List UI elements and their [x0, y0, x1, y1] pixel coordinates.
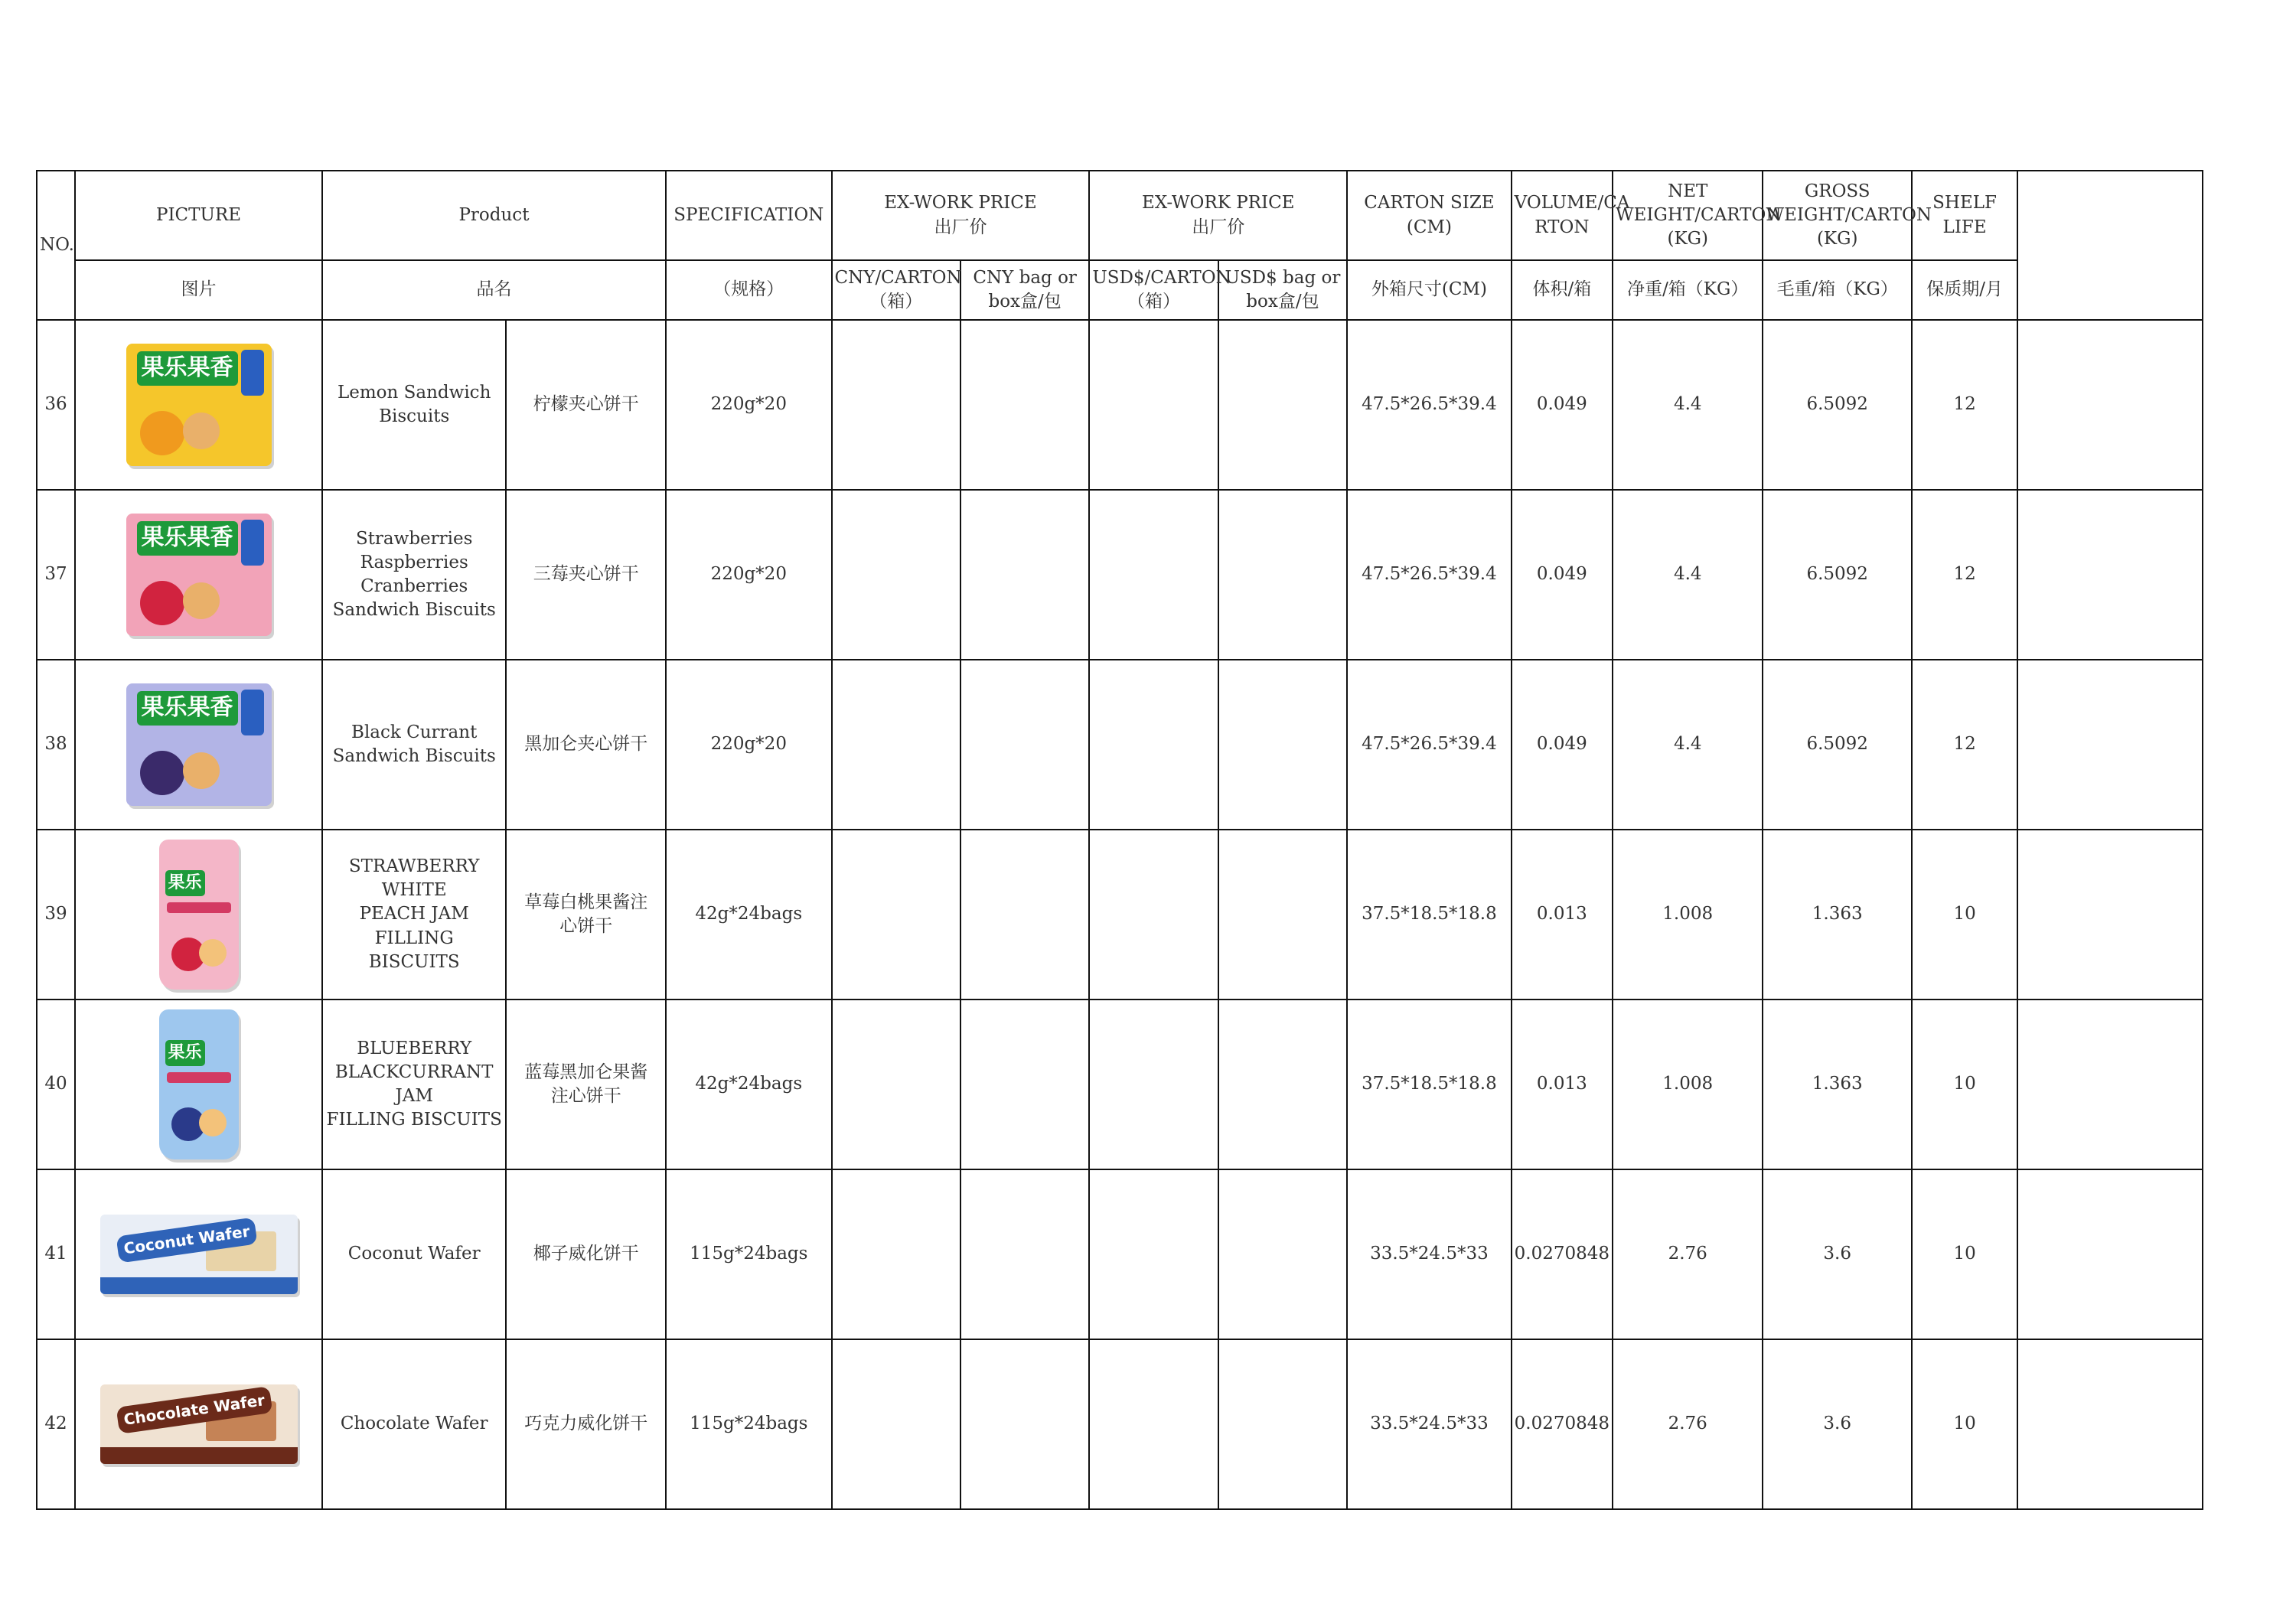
header-no: NO. [37, 171, 75, 320]
shelf-life: 12 [1912, 490, 2017, 660]
product-picture [75, 1000, 322, 1169]
table-row [37, 830, 2203, 1000]
header-gross-weight-cn: 毛重/箱（KG） [1763, 260, 1911, 320]
shelf-life: 12 [1912, 660, 2017, 830]
usd-carton-price [1089, 660, 1218, 830]
cny-bag-price [960, 320, 1089, 490]
header-carton-size-cn: 外箱尺寸(CM) [1347, 260, 1512, 320]
row-no: 41 [37, 1169, 75, 1339]
product-name-cn: 蓝莓黑加仑果酱 注心饼干 [506, 1000, 666, 1169]
product-picture [75, 490, 322, 660]
product-name-en: STRAWBERRY WHITE PEACH JAM FILLING BISCUITS [322, 830, 507, 1000]
product-name-en: Coconut Wafer [322, 1169, 507, 1339]
usd-bag-price [1218, 1000, 1347, 1169]
specification: 220g*20 [666, 660, 832, 830]
header-volume-cn: 体积/箱 [1512, 260, 1613, 320]
header-exwork-cny: EX-WORK PRICE 出厂价 [832, 171, 1090, 260]
net-weight: 2.76 [1613, 1339, 1763, 1509]
header-shelf-life-cn: 保质期/月 [1912, 260, 2017, 320]
header-blank [2017, 171, 2203, 320]
cny-carton-price [832, 660, 960, 830]
table-row [37, 1169, 2203, 1339]
specification: 220g*20 [666, 320, 832, 490]
net-weight: 4.4 [1613, 660, 1763, 830]
table-row [37, 1339, 2203, 1509]
gross-weight: 6.5092 [1763, 660, 1911, 830]
gross-weight: 6.5092 [1763, 490, 1911, 660]
volume: 0.013 [1512, 830, 1613, 1000]
header-row-1 [37, 171, 2203, 260]
usd-carton-price [1089, 320, 1218, 490]
usd-carton-price [1089, 1339, 1218, 1509]
row-no: 42 [37, 1339, 75, 1509]
volume: 0.0270848 [1512, 1339, 1613, 1509]
blank-cell [2017, 1000, 2203, 1169]
product-name-en: Lemon Sandwich Biscuits [322, 320, 507, 490]
header-picture: PICTURE [75, 171, 322, 260]
usd-carton-price [1089, 490, 1218, 660]
header-product-cn: 品名 [322, 260, 666, 320]
product-picture [75, 830, 322, 1000]
gross-weight: 3.6 [1763, 1169, 1911, 1339]
product-picture [75, 660, 322, 830]
product-name-cn: 椰子威化饼干 [506, 1169, 666, 1339]
usd-bag-price [1218, 1169, 1347, 1339]
blank-cell [2017, 490, 2203, 660]
volume: 0.049 [1512, 660, 1613, 830]
usd-bag-price [1218, 830, 1347, 1000]
blank-cell [2017, 660, 2203, 830]
header-net-weight: NET WEIGHT/CARTON (KG) [1613, 171, 1763, 260]
header-net-weight-cn: 净重/箱（KG） [1613, 260, 1763, 320]
header-volume: VOLUME/CA RTON [1512, 171, 1613, 260]
product-picture [75, 1169, 322, 1339]
cny-carton-price [832, 1169, 960, 1339]
header-product: Product [322, 171, 666, 260]
carton-size: 47.5*26.5*39.4 [1347, 660, 1512, 830]
volume: 0.049 [1512, 490, 1613, 660]
carton-size: 37.5*18.5*18.8 [1347, 830, 1512, 1000]
row-no: 37 [37, 490, 75, 660]
header-cny-carton: CNY/CARTON （箱） [832, 260, 960, 320]
carton-size: 37.5*18.5*18.8 [1347, 1000, 1512, 1169]
product-name-cn: 柠檬夹心饼干 [506, 320, 666, 490]
header-specification-cn: （规格） [666, 260, 832, 320]
net-weight: 4.4 [1613, 490, 1763, 660]
coconut-wafer-icon [78, 1215, 319, 1294]
specification: 42g*24bags [666, 1000, 832, 1169]
usd-carton-price [1089, 1169, 1218, 1339]
row-no: 40 [37, 1000, 75, 1169]
table-row [37, 660, 2203, 830]
shelf-life: 10 [1912, 1169, 2017, 1339]
cny-carton-price [832, 490, 960, 660]
shelf-life: 10 [1912, 830, 2017, 1000]
volume: 0.013 [1512, 1000, 1613, 1169]
shelf-life: 10 [1912, 1000, 2017, 1169]
row-no: 36 [37, 320, 75, 490]
cny-bag-price [960, 1000, 1089, 1169]
header-exwork-usd: EX-WORK PRICE 出厂价 [1089, 171, 1347, 260]
lemon-box-icon: 果乐果香 [78, 344, 319, 466]
net-weight: 1.008 [1613, 1000, 1763, 1169]
volume: 0.0270848 [1512, 1169, 1613, 1339]
header-usd-bag: USD$ bag or box盒/包 [1218, 260, 1347, 320]
package-logo: Coconut Wafer [116, 1218, 257, 1264]
usd-bag-price [1218, 660, 1347, 830]
header-picture-cn: 图片 [75, 260, 322, 320]
header-carton-size: CARTON SIZE (CM) [1347, 171, 1512, 260]
carton-size: 47.5*26.5*39.4 [1347, 320, 1512, 490]
header-row-2 [37, 260, 2203, 320]
chocolate-wafer-icon [78, 1384, 319, 1464]
cny-carton-price [832, 320, 960, 490]
gross-weight: 6.5092 [1763, 320, 1911, 490]
blackcurrant-box-icon: 果乐果香 [78, 683, 319, 806]
usd-carton-price [1089, 830, 1218, 1000]
specification: 115g*24bags [666, 1339, 832, 1509]
table-row [37, 1000, 2203, 1169]
product-name-en: Black Currant Sandwich Biscuits [322, 660, 507, 830]
specification: 115g*24bags [666, 1169, 832, 1339]
usd-bag-price [1218, 1339, 1347, 1509]
product-name-cn: 巧克力威化饼干 [506, 1339, 666, 1509]
product-name-en: Strawberries Raspberries Cranberries Sandwich Biscuits [322, 490, 507, 660]
gross-weight: 1.363 [1763, 1000, 1911, 1169]
blank-cell [2017, 1339, 2203, 1509]
volume: 0.049 [1512, 320, 1613, 490]
cny-bag-price [960, 830, 1089, 1000]
product-name-cn: 三莓夹心饼干 [506, 490, 666, 660]
net-weight: 4.4 [1613, 320, 1763, 490]
blank-cell [2017, 1169, 2203, 1339]
header-specification: SPECIFICATION [666, 171, 832, 260]
cny-bag-price [960, 1169, 1089, 1339]
header-gross-weight: GROSS WEIGHT/CARTON (KG) [1763, 171, 1911, 260]
header-shelf-life: SHELF LIFE [1912, 171, 2017, 260]
usd-carton-price [1089, 1000, 1218, 1169]
carton-size: 47.5*26.5*39.4 [1347, 490, 1512, 660]
gross-weight: 1.363 [1763, 830, 1911, 1000]
row-no: 38 [37, 660, 75, 830]
product-price-table [36, 170, 2203, 1510]
blank-cell [2017, 320, 2203, 490]
cny-bag-price [960, 490, 1089, 660]
cny-bag-price [960, 1339, 1089, 1509]
strawberry-bag-icon: 果乐 [78, 840, 319, 990]
specification: 42g*24bags [666, 830, 832, 1000]
header-usd-carton: USD$/CARTON （箱） [1089, 260, 1218, 320]
cny-carton-price [832, 1339, 960, 1509]
package-logo: Chocolate Wafer [116, 1386, 272, 1434]
shelf-life: 10 [1912, 1339, 2017, 1509]
row-no: 39 [37, 830, 75, 1000]
carton-size: 33.5*24.5*33 [1347, 1339, 1512, 1509]
gross-weight: 3.6 [1763, 1339, 1911, 1509]
product-name-cn: 草莓白桃果酱注 心饼干 [506, 830, 666, 1000]
net-weight: 2.76 [1613, 1169, 1763, 1339]
blueberry-bag-icon: 果乐 [78, 1009, 319, 1159]
usd-bag-price [1218, 490, 1347, 660]
cny-bag-price [960, 660, 1089, 830]
table-row [37, 490, 2203, 660]
net-weight: 1.008 [1613, 830, 1763, 1000]
table-row [37, 320, 2203, 490]
product-name-cn: 黑加仑夹心饼干 [506, 660, 666, 830]
product-picture [75, 320, 322, 490]
usd-bag-price [1218, 320, 1347, 490]
header-cny-bag: CNY bag or box盒/包 [960, 260, 1089, 320]
carton-size: 33.5*24.5*33 [1347, 1169, 1512, 1339]
cny-carton-price [832, 1000, 960, 1169]
berry-box-icon: 果乐果香 [78, 514, 319, 636]
shelf-life: 12 [1912, 320, 2017, 490]
specification: 220g*20 [666, 490, 832, 660]
product-picture [75, 1339, 322, 1509]
cny-carton-price [832, 830, 960, 1000]
blank-cell [2017, 830, 2203, 1000]
product-name-en: BLUEBERRY BLACKCURRANT JAM FILLING BISCUITS [322, 1000, 507, 1169]
product-name-en: Chocolate Wafer [322, 1339, 507, 1509]
